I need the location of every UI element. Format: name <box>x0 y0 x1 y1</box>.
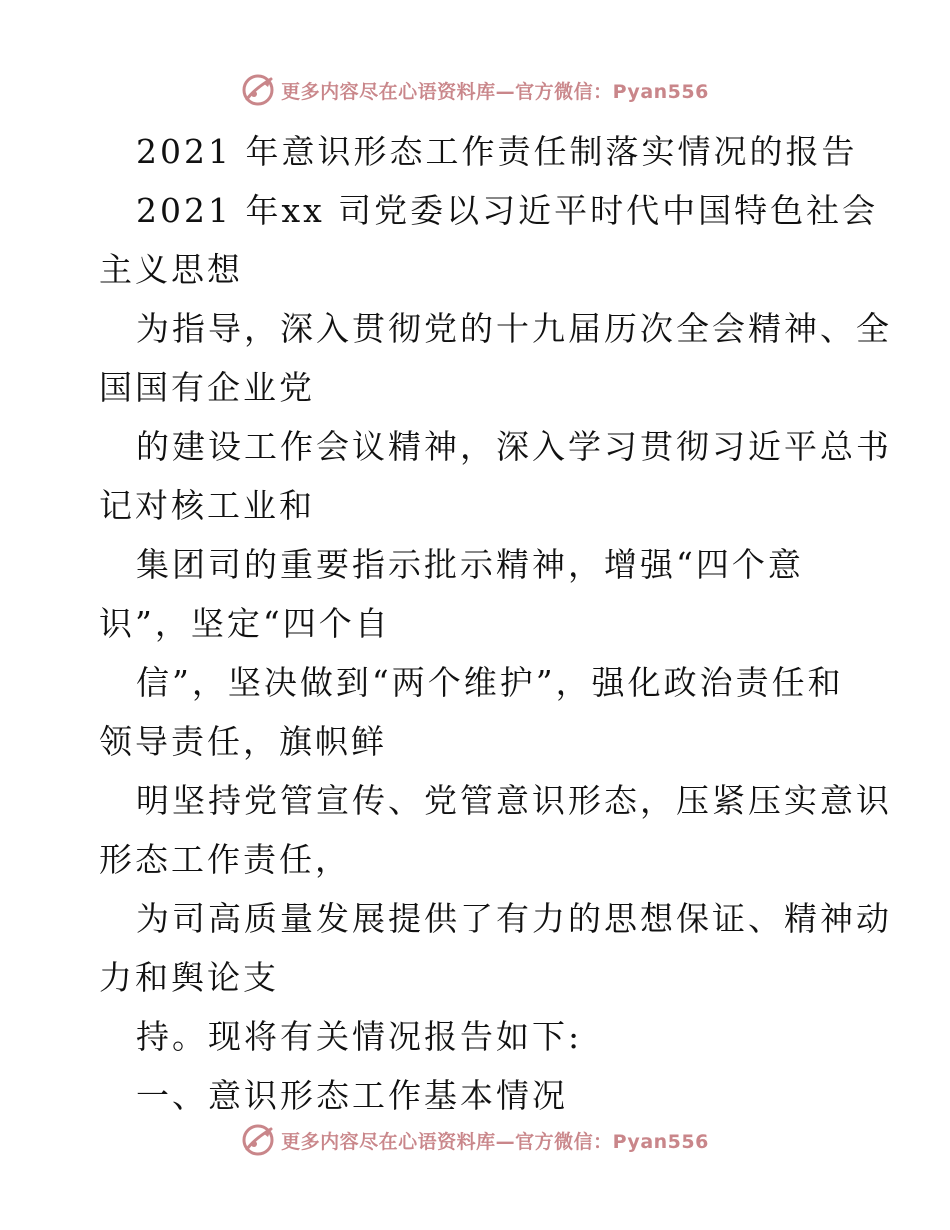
paragraph-line: 的建设工作会议精神，深入学习贯彻习近平总书 <box>136 427 892 466</box>
paragraph-line: 领导责任，旗帜鲜 <box>99 722 387 761</box>
paragraph-line: 形态工作责任， <box>99 840 351 879</box>
paragraph-line: 持。现将有关情况报告如下: <box>136 1017 583 1056</box>
paragraph-line: 国国有企业党 <box>99 368 315 407</box>
section-heading: 一、意识形态工作基本情况 <box>136 1076 568 1115</box>
footer-watermark-banner <box>0 1120 950 1160</box>
paragraph-line: 识”，坚定“四个自 <box>99 604 391 643</box>
paragraph-line: 为指导，深入贯彻党的十九届历次全会精神、全 <box>136 309 892 348</box>
paragraph-line: 2021 年xx 司党委以习近平时代中国特色社会 <box>136 191 879 230</box>
paragraph-line: 主义思想 <box>99 250 243 289</box>
paragraph-line: 记对核工业和 <box>99 486 315 525</box>
watermark-text: 更多内容尽在心语资料库—官方微信：Pyan556 <box>281 1130 709 1153</box>
watermark-text: 更多内容尽在心语资料库—官方微信：Pyan556 <box>281 80 709 103</box>
paragraph-line: 信”，坚决做到“两个维护”，强化政治责任和 <box>136 663 844 702</box>
paragraph-line: 力和舆论支 <box>99 958 279 997</box>
document-body <box>99 122 892 1125</box>
paragraph-line: 明坚持党管宣传、党管意识形态，压紧压实意识 <box>136 781 892 820</box>
logo-icon <box>241 73 275 107</box>
header-watermark-banner <box>0 70 950 110</box>
paragraph-line: 为司高质量发展提供了有力的思想保证、精神动 <box>136 899 892 938</box>
document-title: 2021 年意识形态工作责任制落实情况的报告 <box>136 132 858 171</box>
paragraph-line: 集团司的重要指示批示精神，增强“四个意 <box>136 545 804 584</box>
logo-icon <box>241 1123 275 1157</box>
